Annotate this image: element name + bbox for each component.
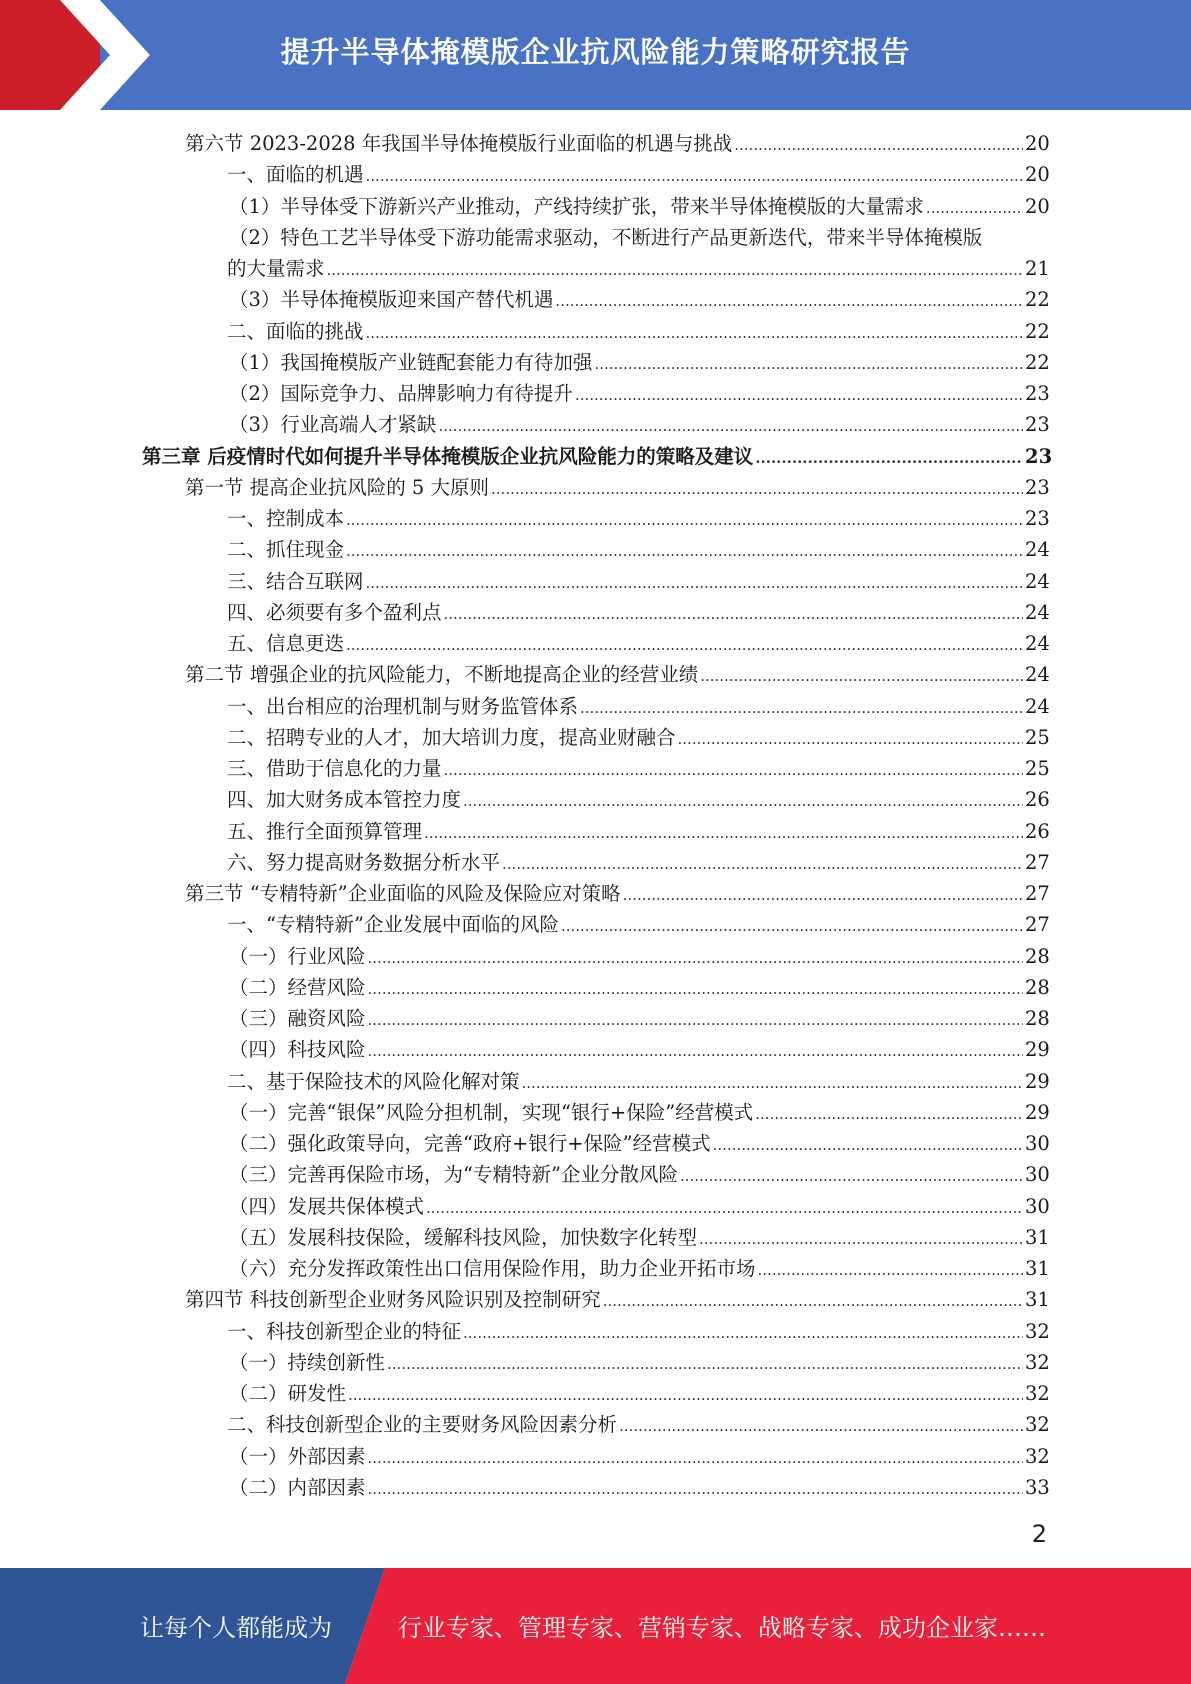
toc-dot-leader [346, 534, 1023, 567]
toc-entry-title: 第三节 “专精特新”企业面临的风险及保险应对策略 [185, 882, 621, 905]
toc-entry-page: 25 [1025, 725, 1050, 749]
toc-dot-leader [699, 1222, 1023, 1255]
toc-dot-leader [444, 753, 1023, 786]
toc-entry-page: 31 [1025, 1225, 1050, 1249]
toc-entry-page: 32 [1025, 1444, 1050, 1468]
toc-entry-title: （二）强化政策导向，完善“政府+银行+保险”经营模式 [229, 1132, 711, 1155]
toc-entry-page: 23 [1025, 444, 1053, 468]
toc-entry[interactable] [0, 1472, 1191, 1503]
toc-dot-leader [734, 128, 1023, 161]
toc-entry-title: （二）研发性 [229, 1382, 347, 1405]
toc-dot-leader [926, 191, 1023, 224]
header-title: 提升半导体掩模版企业抗风险能力策略研究报告 [280, 35, 911, 69]
toc-entry-page: 23 [1025, 413, 1050, 437]
toc-entry[interactable] [0, 284, 1191, 315]
toc-entry-title: （五）发展科技保险，缓解科技风险，加快数字化转型 [229, 1225, 698, 1249]
toc-entry-title: 二、抓住现金 [227, 538, 345, 562]
toc-entry-title: （三）融资风险 [229, 1007, 366, 1030]
toc-entry-title: 第四节 科技创新型企业财务风险识别及控制研究 [185, 1288, 601, 1312]
toc-entry[interactable] [0, 534, 1191, 565]
toc-dot-leader [594, 347, 1023, 380]
toc-entry-title: 三、借助于信息化的力量 [227, 757, 442, 780]
footer-slogan-right: 行业专家、管理专家、营销专家、战略专家、成功企业家…… [398, 1614, 1046, 1642]
toc-dot-leader [346, 628, 1023, 661]
toc-entry[interactable] [0, 1253, 1191, 1284]
toc-entry-page: 20 [1025, 132, 1050, 155]
toc-entry-title: （2）特色工艺半导体受下游功能需求驱动，不断进行产品更新迭代，带来半导体掩模版 [229, 225, 983, 249]
toc-entry[interactable] [0, 1191, 1191, 1222]
toc-entry[interactable] [0, 253, 1191, 284]
toc-entry-title: 一、出台相应的治理机制与财务监管体系 [227, 694, 579, 718]
toc-entry-page: 31 [1025, 1257, 1050, 1280]
toc-entry-title: 一、控制成本 [227, 507, 345, 530]
toc-entry[interactable] [0, 909, 1191, 940]
toc-entry-page: 31 [1025, 1288, 1050, 1312]
toc-entry[interactable] [0, 628, 1191, 659]
toc-entry-page: 24 [1025, 694, 1050, 718]
toc-dot-leader [387, 1347, 1023, 1380]
toc-dot-leader [463, 784, 1023, 817]
toc-entry-title: 一、“专精特新”企业发展中面临的风险 [227, 913, 559, 937]
toc-entry-page: 27 [1025, 850, 1050, 874]
toc-entry-title: （四）科技风险 [229, 1038, 366, 1062]
toc-dot-leader [555, 284, 1023, 317]
toc-entry-page: 22 [1025, 288, 1050, 312]
toc-entry[interactable] [0, 128, 1191, 159]
toc-entry[interactable] [0, 566, 1191, 597]
toc-entry[interactable] [0, 722, 1191, 753]
toc-entry-page: 26 [1025, 819, 1050, 843]
toc-dot-leader [368, 972, 1023, 1005]
toc-entry-page: 27 [1025, 913, 1050, 937]
toc-dot-leader [444, 597, 1023, 630]
toc-entry[interactable] [0, 222, 1191, 253]
toc-entry[interactable] [0, 316, 1191, 347]
toc-entry-page: 24 [1025, 600, 1050, 624]
toc-dot-leader [678, 722, 1023, 755]
toc-entry-page: 32 [1025, 1319, 1050, 1343]
toc-dot-leader [463, 1316, 1023, 1349]
toc-entry-page: 23 [1025, 382, 1050, 405]
toc-dot-leader [368, 941, 1023, 974]
toc-entry-page: 30 [1025, 1194, 1050, 1218]
toc-entry-title: 一、面临的机遇 [227, 163, 364, 187]
toc-entry[interactable] [0, 1034, 1191, 1065]
toc-entry[interactable] [0, 378, 1191, 409]
toc-entry[interactable] [0, 472, 1191, 503]
page-number: 2 [1031, 1520, 1047, 1548]
toc-entry-page: 22 [1025, 319, 1050, 343]
toc-dot-leader [755, 1097, 1023, 1130]
toc-entry-title: 第一节 提高企业抗风险的 5 大原则 [185, 475, 490, 499]
toc-entry-page: 24 [1025, 663, 1050, 687]
toc-entry[interactable] [0, 1441, 1191, 1472]
toc-entry[interactable] [0, 347, 1191, 378]
toc-entry-title: 五、推行全面预算管理 [227, 819, 423, 843]
toc-entry-title: （一）持续创新性 [229, 1350, 386, 1374]
toc-entry-page: 24 [1025, 632, 1050, 655]
toc-entry[interactable] [0, 816, 1191, 847]
toc-dot-leader [346, 503, 1023, 536]
toc-entry-title: 四、必须要有多个盈利点 [227, 600, 442, 624]
toc-dot-leader [502, 847, 1023, 880]
toc-entry-title: 二、基于保险技术的风险化解对策 [227, 1069, 520, 1093]
toc-entry[interactable] [0, 1097, 1191, 1128]
toc-dot-leader [758, 1253, 1023, 1286]
toc-entry[interactable] [0, 847, 1191, 878]
toc-entry[interactable] [0, 1378, 1191, 1409]
toc-entry-page: 30 [1025, 1132, 1050, 1155]
toc-entry-title: 的大量需求 [227, 257, 325, 280]
toc-dot-leader [575, 378, 1023, 411]
toc-dot-leader [366, 159, 1023, 192]
toc-entry[interactable] [0, 753, 1191, 784]
toc-entry[interactable] [0, 1003, 1191, 1034]
toc-entry[interactable] [0, 441, 1191, 472]
toc-entry-title: （1）半导体受下游新兴产业推动，产线持续扩张，带来半导体掩模版的大量需求 [229, 194, 924, 218]
toc-entry-title: 二、面临的挑战 [227, 319, 364, 343]
toc-entry[interactable] [0, 941, 1191, 972]
toc-entry-page: 24 [1025, 538, 1050, 562]
toc-entry-title: （四）发展共保体模式 [229, 1194, 425, 1218]
header-chevron-icon [0, 0, 160, 110]
toc-entry-title: （2）国际竞争力、品牌影响力有待提升 [229, 382, 573, 405]
toc-entry-title: 第二节 增强企业的抗风险能力，不断地提高企业的经营业绩 [185, 663, 699, 687]
toc-entry[interactable] [0, 784, 1191, 815]
toc-dot-leader [327, 253, 1023, 286]
toc-entry-title: 三、结合互联网 [227, 569, 364, 593]
toc-dot-leader [348, 1378, 1023, 1411]
toc-entry-title: 四、加大财务成本管控力度 [227, 788, 462, 812]
page-header [0, 0, 1191, 110]
toc-dot-leader [368, 1441, 1023, 1474]
toc-entry-title: 一、科技创新型企业的特征 [227, 1319, 462, 1343]
toc-entry[interactable] [0, 1409, 1191, 1440]
page-footer [0, 1568, 1191, 1684]
toc-dot-leader [713, 1128, 1023, 1161]
toc-entry[interactable] [0, 1128, 1191, 1159]
toc-dot-leader [680, 1159, 1023, 1192]
toc-entry-page: 22 [1025, 350, 1050, 374]
toc-entry-title: （1）我国掩模版产业链配套能力有待加强 [229, 350, 593, 374]
toc-entry-page: 20 [1025, 163, 1050, 187]
toc-entry[interactable] [0, 1159, 1191, 1190]
toc-entry-title: （六）充分发挥政策性出口信用保险作用，助力企业开拓市场 [229, 1257, 756, 1280]
toc-entry-title: 二、科技创新型企业的主要财务风险因素分析 [227, 1413, 618, 1437]
toc-entry-page: 26 [1025, 788, 1050, 812]
footer-slogan-left: 让每个人都能成为 [140, 1614, 332, 1642]
toc-entry-page: 29 [1025, 1069, 1050, 1093]
toc-dot-leader [426, 1191, 1023, 1224]
toc-entry-page: 25 [1025, 757, 1050, 780]
toc-entry-page: 27 [1025, 882, 1050, 905]
toc-dot-leader [368, 1003, 1023, 1036]
toc-entry[interactable] [0, 1284, 1191, 1315]
toc-dot-leader [561, 909, 1023, 942]
toc-entry[interactable] [0, 159, 1191, 190]
toc-entry[interactable] [0, 1347, 1191, 1378]
toc-entry-page: 30 [1025, 1163, 1050, 1187]
toc-entry-page: 33 [1025, 1475, 1050, 1499]
toc-dot-leader [368, 1034, 1023, 1067]
toc-entry[interactable] [0, 1222, 1191, 1253]
toc-entry[interactable] [0, 409, 1191, 440]
toc-entry-page: 20 [1025, 194, 1050, 218]
toc-dot-leader [522, 1066, 1023, 1099]
toc-entry-page: 32 [1025, 1382, 1050, 1405]
toc-entry-title: （三）完善再保险市场，为“专精特新”企业分散风险 [229, 1163, 678, 1187]
toc-entry-title: （二）经营风险 [229, 975, 366, 999]
toc-entry-title: （一）行业风险 [229, 944, 366, 968]
toc-entry-page: 32 [1025, 1413, 1050, 1437]
toc-dot-leader [619, 1409, 1023, 1442]
toc-entry-title: （一）外部因素 [229, 1444, 366, 1468]
toc-entry-page: 24 [1025, 569, 1050, 593]
toc-entry[interactable] [0, 972, 1191, 1003]
toc-entry[interactable] [0, 503, 1191, 534]
toc-dot-leader [700, 659, 1023, 692]
toc-entry-title: 六、努力提高财务数据分析水平 [227, 850, 501, 874]
table-of-contents [0, 128, 1191, 1503]
toc-entry[interactable] [0, 191, 1191, 222]
toc-entry-page: 21 [1025, 257, 1050, 280]
toc-entry-title: （3）行业高端人才紧缺 [229, 413, 437, 437]
toc-entry-page: 28 [1025, 944, 1050, 968]
toc-entry-title: （3）半导体掩模版迎来国产替代机遇 [229, 288, 554, 312]
toc-entry[interactable] [0, 691, 1191, 722]
toc-entry-title: （一）完善“银保”风险分担机制，实现“银行+保险”经营模式 [229, 1100, 754, 1124]
toc-dot-leader [623, 878, 1023, 911]
toc-dot-leader [424, 816, 1023, 849]
toc-entry-page: 28 [1025, 975, 1050, 999]
toc-dot-leader [366, 566, 1023, 599]
toc-entry-title: 二、招聘专业的人才，加大培训力度，提高业财融合 [227, 725, 676, 749]
toc-entry-title: 第三章 后疫情时代如何提升半导体掩模版企业抗风险能力的策略及建议 [142, 444, 754, 468]
toc-dot-leader [438, 409, 1023, 442]
toc-dot-leader [366, 316, 1023, 349]
toc-entry[interactable] [0, 1316, 1191, 1347]
toc-entry-title: 五、信息更迭 [227, 632, 345, 655]
toc-entry[interactable] [0, 878, 1191, 909]
toc-entry-title: 第六节 2023-2028 年我国半导体掩模版行业面临的机遇与挑战 [185, 132, 733, 155]
toc-entry[interactable] [0, 1066, 1191, 1097]
toc-entry-title: （二）内部因素 [229, 1475, 366, 1499]
toc-entry[interactable] [0, 659, 1191, 690]
toc-dot-leader [491, 472, 1023, 505]
toc-entry-page: 32 [1025, 1350, 1050, 1374]
toc-dot-leader [368, 1472, 1023, 1505]
toc-dot-leader [580, 691, 1023, 724]
toc-entry-page: 23 [1025, 475, 1050, 499]
toc-entry-page: 29 [1025, 1038, 1050, 1062]
toc-entry-page: 28 [1025, 1007, 1050, 1030]
toc-dot-leader [603, 1284, 1023, 1317]
toc-entry[interactable] [0, 597, 1191, 628]
toc-entry-page: 29 [1025, 1100, 1050, 1124]
toc-dot-leader [755, 441, 1023, 474]
toc-entry-page: 23 [1025, 507, 1050, 530]
